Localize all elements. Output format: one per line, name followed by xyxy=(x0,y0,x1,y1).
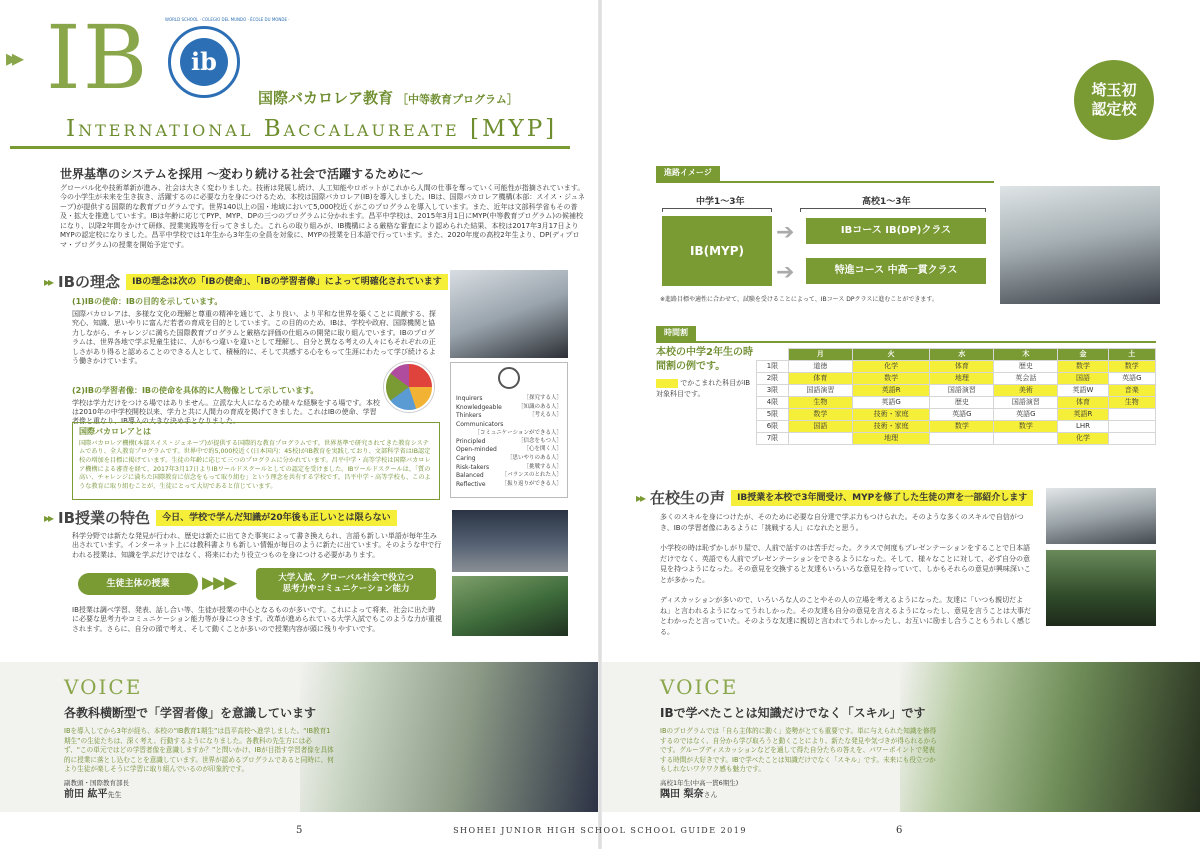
rinen-body xyxy=(72,294,440,431)
timetable-row xyxy=(757,409,1156,421)
tokushoku-body1: 科学分野では新たな発見が行われ、歴史は新たに出てきた事実によって書き換えられ、言語も新しい単語が毎年生み出されています。インターネット上には教科書よりも新しい情報が毎日のように新たに出ています。そのような中で行われる授業は、知識を学ぶだけではなく、将来にわたり役立つものを身につける必要があります。 xyxy=(72,532,442,559)
timetable-cell xyxy=(994,433,1058,445)
voice-right-body: IBのプログラムでは「自ら主体的に動く」姿勢がとても重要です。単に与えられた知識を修得するのではなく、自分から学び取ろうと動くことにより、新たな発見や気づきが得られるからです。グループディスカッションなどを通して得た自分たちの答えを、パワーポイントで発表する時間が大好きです。IBで学べたことは知識だけでなく「スキル」です。未来にも役立つかもしれないワクワク感も魅力です。 xyxy=(660,727,937,774)
learner-profile-en: Thinkers xyxy=(456,412,482,420)
zaikousei-voice-1: 多くのスキルを身につけたが、そのために必要な自分達で学ぶ力もつけられた。そのような多くのスキルで自信がつき、IBの学習者像にあるように「挑戦する人」になれたと思う。 xyxy=(660,513,1024,532)
learner-profile-jp: ［考える人］ xyxy=(528,412,562,419)
timetable-cell: 数学 xyxy=(788,409,852,421)
timetable-day-header: 木 xyxy=(994,349,1058,361)
timetable-cell xyxy=(1108,433,1155,445)
timetable-cell: 化学 xyxy=(852,361,930,373)
timetable-period: 3限 xyxy=(757,385,789,397)
learner-profile-jp: ［心を開く人］ xyxy=(523,446,562,453)
learner-profile-item xyxy=(456,421,562,430)
timetable-period: 6限 xyxy=(757,421,789,433)
timetable-cell: 音楽 xyxy=(1108,385,1155,397)
timetable-cell: 歴史 xyxy=(930,397,994,409)
timetable-day-header: 水 xyxy=(930,349,994,361)
title-jp xyxy=(258,88,518,108)
timetable-cell: 英語G xyxy=(852,397,930,409)
zaikousei-tag: IB授業を本校で3年間受け、MYPを修了した生徒の声を一部紹介します xyxy=(731,490,1033,506)
timetable-row xyxy=(757,361,1156,373)
learner-profile-jp: ［挑戦する人］ xyxy=(523,463,562,470)
timetable-cell: 数学 xyxy=(1058,361,1108,373)
page-gutter xyxy=(598,0,602,849)
ib-small-logo-icon xyxy=(498,367,520,389)
timetable-cell: 国語演習 xyxy=(788,385,852,397)
timetable-cell xyxy=(1108,409,1155,421)
timetable-cell: 化学 xyxy=(1058,433,1108,445)
learner-profile-item xyxy=(456,472,562,481)
timetable-day-header xyxy=(757,349,789,361)
timetable-day-header: 月 xyxy=(788,349,852,361)
learner-profile-en: Risk-takers xyxy=(456,463,490,471)
zaikousei-voice-3: ディスカッションが多いので、いろいろな人のことやその人の立場を考えるようになった。友達に「いつも親切だよね」と言われるようになってうれしかった。その友達も自分の意見を言えるようになったし、意見を言うことは大事だとわかったと言っていた。そのような友達に親切と言われてうれしかったし、お互いに励まし合うこともうれしく感じる。 xyxy=(660,596,1031,636)
timetable-cell: 英会話 xyxy=(994,373,1058,385)
ib-world-school-badge xyxy=(165,17,290,98)
learner-profile-item xyxy=(456,455,562,464)
voice-left-heading: 各教科横断型で「学習者像」を意識しています xyxy=(64,706,317,720)
learner-profile-item xyxy=(456,446,562,455)
about-ib-box xyxy=(72,422,440,500)
timetable-body xyxy=(757,361,1156,445)
page-number-left: 5 xyxy=(296,825,303,836)
learner-profile-en: Balanced xyxy=(456,472,484,480)
teacher-photo xyxy=(300,662,600,812)
timetable-cell: 英語G xyxy=(930,409,994,421)
tokushoku-title: IB授業の特色 xyxy=(58,509,151,527)
timetable-cell: 生物 xyxy=(1108,397,1155,409)
hs-bracket xyxy=(800,208,986,212)
timetable-title-bar xyxy=(656,326,1156,343)
voice-right-name: 隅田 梨奈 xyxy=(660,788,704,800)
tokushoku-header xyxy=(44,508,454,528)
hs-label: 高校1～3年 xyxy=(862,197,911,207)
rinen-title: IBの理念 xyxy=(58,273,121,291)
timetable-cell: 数学 xyxy=(930,421,994,433)
learner-profile-item xyxy=(456,412,562,421)
learner-profile-jp: ［信念をもつ人］ xyxy=(517,437,562,444)
timetable xyxy=(756,348,1156,445)
section-arrow-icon: ▸▸ xyxy=(636,491,645,506)
timetable-cell: 数学 xyxy=(1108,361,1155,373)
timetable-cell xyxy=(930,433,994,445)
timetable-cell: 英語R xyxy=(1058,409,1108,421)
timetable-cell: 数学 xyxy=(852,373,930,385)
ib-badge-core: ib xyxy=(180,38,228,86)
learner-profile-en: Knowledgeable xyxy=(456,403,502,411)
about-ib-title: 国際バカロレアとは xyxy=(79,427,151,436)
timetable-cell: 体育 xyxy=(1058,397,1108,409)
voice-right-label: VOICE xyxy=(660,675,739,699)
timetable-title: 時間割 xyxy=(656,326,696,341)
learner-profile-en: Open-minded xyxy=(456,446,497,454)
ms-bracket xyxy=(662,208,772,212)
timetable-cell xyxy=(1108,421,1155,433)
rinen-tag: IBの理念は次の「IBの使命」、「IBの学習者像」によって明確化されています xyxy=(126,274,448,290)
rinen-sub2: (2)IBの学習者像：IBの使命を具体的に人物像として示しています。 xyxy=(72,385,319,395)
learner-profile-item xyxy=(456,430,562,438)
voice-right-suffix: さん xyxy=(703,790,718,799)
timetable-period: 7限 xyxy=(757,433,789,445)
rinen-sub1: (1)IBの使命：IBの目的を示しています。 xyxy=(72,297,223,306)
header-rule xyxy=(10,146,570,149)
timetable-header-row xyxy=(757,349,1156,361)
timetable-cell: 体育 xyxy=(788,373,852,385)
voice-left-label: VOICE xyxy=(64,675,143,699)
ib-logo-text: IB xyxy=(46,6,150,109)
voice-right-heading: IBで学べたことは知識だけでなく「スキル」です xyxy=(660,706,926,720)
ib-myp-box: IB(MYP) xyxy=(662,216,772,286)
rinen-body1: 国際バカロレアは、多様な文化の理解と尊重の精神を通じて、より良い、より平和な世界を築くことに貢献する、探究心、知識、思いやりに富んだ若者の育成を目的としています。この目的のため、IBは、学校や政府、国際機関と協力しながら、チャレンジに満ちた国際教育プログラムと厳格な評価の仕組みの開発に取り組んでいます。IBのプログラムは、世界各地で学ぶ児童生徒に、人がもつ違いを違いとして理解し、自分と異なる考えの人々にもそれぞれの正しさがあり得ると認めることのできる人として、積極的に、そして共感する心をもって生涯にわたって学び続けるよう働きかけています。 xyxy=(72,309,436,365)
section-arrow-icon: ▸▸ xyxy=(44,275,53,290)
shinro-title: 進路イメージ xyxy=(656,166,720,181)
learner-profile-jp: ［コミュニケーションができる人］ xyxy=(474,429,562,436)
tokushoku-body2: IB授業は調べ学習、発表、話し合い等、生徒が授業の中心となるものが多いです。これによって将来、社会に出た時に必要な思考力やコミュニケーション能力等が身につきます。改革が進められている大学入試でもこのような力が重視されます。さらに、自分の頭で考え、そして動くことが多いので授業内容が頭に残りやすいです。 xyxy=(72,606,442,633)
timetable-cell: 国語演習 xyxy=(994,397,1058,409)
timetable-cell: 技術・家庭 xyxy=(852,409,930,421)
footer-guide-title: SHOHEI JUNIOR HIGH SCHOOL SCHOOL GUIDE 2019 xyxy=(453,826,747,835)
timetable-period: 1限 xyxy=(757,361,789,373)
learner-profile-jp: ［探究する人］ xyxy=(523,395,562,401)
timetable-cell: 技術・家庭 xyxy=(852,421,930,433)
timetable-cell: 英語G xyxy=(994,409,1058,421)
zaikousei-title: 在校生の声 xyxy=(650,489,726,507)
shinro-note: ※進路目標や適性に合わせて、試験を受けることによって、IBコース DPクラスに進むことができます。 xyxy=(660,296,938,303)
timetable-cell: 英語W xyxy=(1058,385,1108,397)
learner-profile-item xyxy=(456,481,562,490)
legend-swatch xyxy=(656,379,678,388)
timetable-grid xyxy=(756,348,1156,445)
intro-body: グローバル化や技術革新が進み、社会は大きく変わりました。技術は発展し続け、人工知能やロボットがこれから人間の仕事を奪っていく可能性が指摘されています。今の小学生が未来を生き抜き、活躍するのに必要な力を身につけるため、本校は国際バカロレア(IB)を導入しました。IBは、国際バカロレア機構(本部：スイス・ジュネーブ)が提供する国際的な教育プログラムです。世界140以上の国・地域において5,000校近くがこのプログラムを導入しています。また、近年は文部科学省もその普及・拡大を推進しています。IBは年齢に応じてPYP、MYP、DPの三つのプログラムに分かれます。昌平中学校は、2015年3月1日にMYP(中等教育プログラム)の候補校になり、以降2年間をかけて研修、授業実践等を行ってきました。これらの取り組みが、IB機構による厳格な審査により認められた結果、本校は2017年3月17日よりMYPの認定校になりました。昌平中学校では1年生から3年生の全員を対象に、MYPの授業を日本語で行っています。また、2020年度の高校2年生より、DP(ディプロマ・プログラム)の授業を開始予定です。 xyxy=(60,184,585,249)
timetable-row xyxy=(757,421,1156,433)
voice-right-role: 高校1年生(中高一貫6期生) xyxy=(660,778,739,787)
ms-label: 中学1～3年 xyxy=(696,197,745,207)
voice-left-text xyxy=(64,674,334,801)
timetable-period: 2限 xyxy=(757,373,789,385)
voice-left-name: 前田 紘平 xyxy=(64,788,108,800)
shinro-title-bar xyxy=(656,166,994,183)
timetable-row xyxy=(757,385,1156,397)
title-jp-main: 国際バカロレア教育 xyxy=(258,89,394,107)
tokushin-course-box: 特進コース 中高一貫クラス xyxy=(806,258,986,284)
zaikousei-voice-2: 小学校の時は恥ずかしがり屋で、人前で話すのは苦手だった。クラスで何度もプレゼンテーションをすることで日本語だけでなく、英語でも人前でプレゼンテーションをできるようになった。そして、様々なことに対して、必ず自分の意見を持つようになった。その意見を交換すると友達もいろいろな意見を持っていて、しかもそれらの意見が興味深いことが多かった。 xyxy=(660,544,1031,584)
title-jp-sub: ［中等教育プログラム］ xyxy=(397,93,518,106)
voice-left-panel xyxy=(0,662,600,812)
voice-left-role: 副教頭・国際教育部長 xyxy=(64,778,129,787)
header-arrows: ▸▸ xyxy=(6,44,19,72)
voice-left-body: IBを導入してから3年が経ち、本校の“IB教育1期生”は昌平高校へ進学しました。“IB教育1期生”の生徒たちは、深く考え、行動するようになりました。各教科の先生方には必ず、“この単元ではどの学習者像を意識しますか？”と問いかけ、IBが目指す学習者像を具体的に授業に落とし込むことを意識しています。世界が認めるプログラムであると同時に、何より生徒が楽しそうに学習に取り組んでいるのが印象的です。 xyxy=(64,727,334,774)
skills-box: 大学入試、グローバル社会で役立つ 思考力やコミュニケーション能力 xyxy=(256,568,436,600)
timetable-legend xyxy=(656,378,756,399)
learner-profile-jp: ［知識のある人］ xyxy=(517,403,562,410)
learner-profile-en: Communicators xyxy=(456,421,504,429)
learner-profile-en: Reflective xyxy=(456,481,486,489)
timetable-cell: 体育 xyxy=(930,361,994,373)
timetable-caption: 本校の中学2年生の時間割の例です。 xyxy=(656,347,753,372)
timetable-cell: 美術 xyxy=(994,385,1058,397)
timetable-cell: 歴史 xyxy=(994,361,1058,373)
timetable-cell: 英語G xyxy=(1108,373,1155,385)
class-discussion-photo xyxy=(1046,488,1156,544)
timetable-row xyxy=(757,373,1156,385)
badge-ring-text: WORLD SCHOOL · COLEGIO DEL MUNDO · ÉCOLE DU MONDE · xyxy=(165,17,290,22)
timetable-cell: 国語 xyxy=(1058,373,1108,385)
classroom-desks-photo xyxy=(1000,186,1160,304)
intro-heading: 世界基準のシステムを採用 ～変わり続ける社会で活躍するために～ xyxy=(60,167,423,181)
legend-text: でかこまれた科目がIB対象科目です。 xyxy=(656,379,751,398)
students-group-photo xyxy=(452,576,568,636)
zaikousei-header xyxy=(636,488,1036,508)
learner-profile-jp: ［思いやりのある人］ xyxy=(506,455,562,462)
voice-right-text xyxy=(660,674,940,801)
timetable-day-header: 火 xyxy=(852,349,930,361)
classroom-screen-photo xyxy=(452,510,568,572)
zaikousei-voices xyxy=(660,512,1032,641)
timetable-day-header: 土 xyxy=(1108,349,1155,361)
timetable-cell: 生物 xyxy=(788,397,852,409)
learner-profile-jp: ［バランスのとれた人］ xyxy=(501,472,562,479)
tokushoku-tag: 今日、学校で学んだ知識が20年後も正しいとは限らない xyxy=(156,510,397,526)
timetable-period: 4限 xyxy=(757,397,789,409)
student-centered-box: 生徒主体の授業 xyxy=(78,573,198,595)
learner-profile-jp: ［振り返りができる人］ xyxy=(501,481,562,488)
learner-profile-en: Principled xyxy=(456,437,486,445)
ib-course-box: IBコース IB(DP)クラス xyxy=(806,218,986,244)
learner-profile-list xyxy=(456,395,562,490)
timetable-cell: 地理 xyxy=(930,373,994,385)
flow-arrows: ▶▶▶ xyxy=(202,573,236,593)
timetable-row xyxy=(757,433,1156,445)
saitama-badge: 埼玉初 認定校 xyxy=(1074,60,1154,140)
student-presentation-photo xyxy=(1046,550,1156,626)
flow-arrow-down-icon: ➔ xyxy=(776,260,795,285)
timetable-cell xyxy=(788,433,852,445)
timetable-period: 5限 xyxy=(757,409,789,421)
voice-left-suffix: 先生 xyxy=(107,790,122,799)
section-arrow-icon: ▸▸ xyxy=(44,511,53,526)
timetable-cell: 地理 xyxy=(852,433,930,445)
students-photo-top xyxy=(450,270,568,358)
timetable-cell: 英語R xyxy=(852,385,930,397)
learner-profile-en: Caring xyxy=(456,455,476,463)
voice-right-signature xyxy=(660,788,940,802)
timetable-cell: LHR xyxy=(1058,421,1108,433)
page-number-right: 6 xyxy=(896,825,903,836)
timetable-cell: 数学 xyxy=(994,421,1058,433)
student-portrait-photo xyxy=(900,662,1200,812)
title-en: International Baccalaureate [MYP] xyxy=(66,116,558,142)
voice-right-panel xyxy=(600,662,1200,812)
timetable-cell: 国語演習 xyxy=(930,385,994,397)
timetable-cell: 国語 xyxy=(788,421,852,433)
timetable-row xyxy=(757,397,1156,409)
rinen-body2: 学校は学力だけをつける場ではありません。立派な大人になるため様々な経験をする場です。本校は2010年の中学校開校以来、学力と共に人間力の育成を掲げてきました。これはIBの使命、学習者像と重なり、IB導入の大きな決め手となりました。 xyxy=(72,398,380,426)
learner-wheel-icon xyxy=(384,362,434,412)
learner-profile-item xyxy=(456,395,562,404)
voice-left-signature xyxy=(64,788,334,802)
flow-arrow-up-icon: ➔ xyxy=(776,220,795,245)
timetable-day-header: 金 xyxy=(1058,349,1108,361)
learner-profile-en: Inquirers xyxy=(456,395,483,402)
learner-profile-box xyxy=(450,362,568,498)
timetable-cell: 道徳 xyxy=(788,361,852,373)
about-ib-body: 国際バカロレア機構(本部スイス・ジュネーブ)が提供する国際的な教育プログラムです。世界基準で研究されてきた教育システムであり、全人教育プログラムです。世界中で約5,000校近く(日本国内：45校)がIB教育を実践しており、文部科学省はIB認定校の増加を目標に掲げています。生徒の年齢に応じて三つのプログラムに分かれています。昌平中学・高等学校は国際バカロレア機構による審査を経て、2017年3月17日よりIBワールドスクールとしての認定を受けました。IBワールドスクールは、「質の高い、チャレンジに満ちた国際教育に信念をもって取り組む」という理念を共有する学校です。昌平中学・高等学校も、このような教育に取り組むことが、生徒にとって大切であると信じています。 xyxy=(79,439,431,491)
